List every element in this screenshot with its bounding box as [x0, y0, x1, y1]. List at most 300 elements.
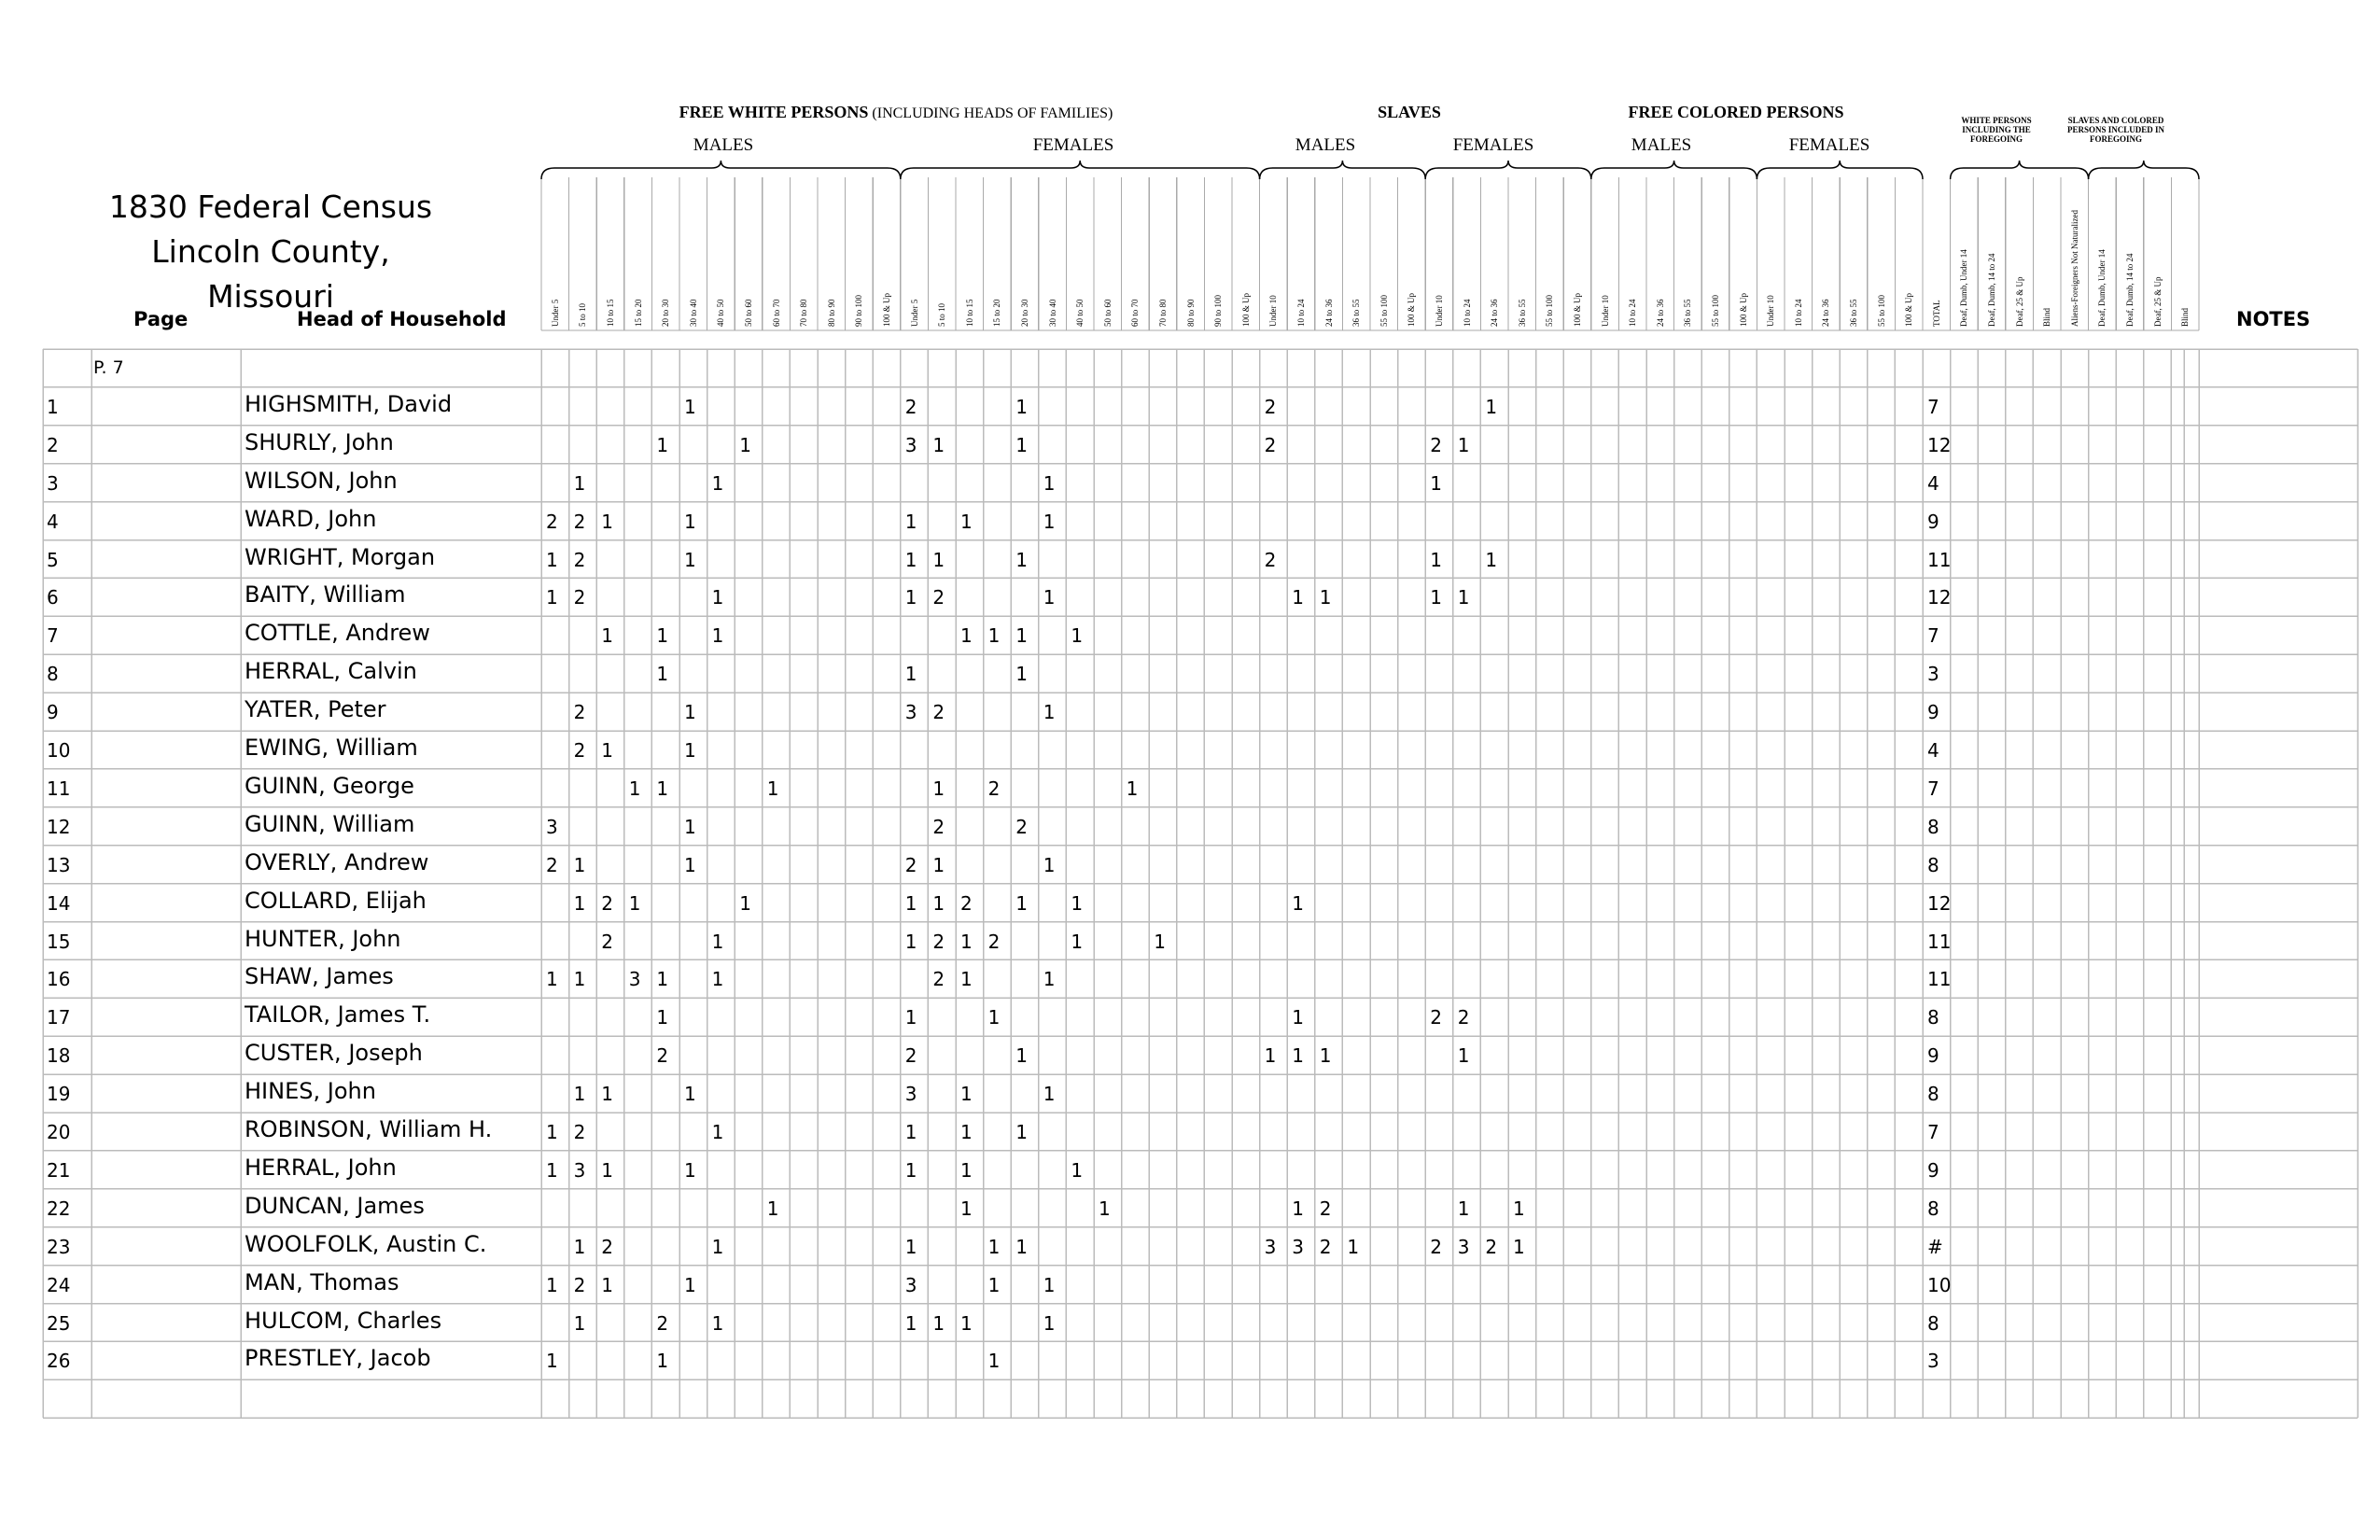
tally-cell: 1 [960, 1158, 973, 1182]
head-of-household-name: HERRAL, Calvin [245, 658, 417, 685]
row-number: 4 [47, 510, 59, 533]
title-line-1: 1830 Federal Census [108, 189, 433, 225]
tally-cell: 1 [656, 1006, 669, 1029]
head-of-household-name: HERRAL, John [245, 1154, 397, 1181]
head-of-household-name: HULCOM, Charles [245, 1307, 442, 1334]
total-cell: 12 [1927, 433, 1952, 456]
colored-females-header: FEMALES [1788, 135, 1870, 155]
tally-cell: 1 [904, 1158, 917, 1182]
white-male-col-label: 90 to 100 [854, 294, 864, 327]
total-cell: 12 [1927, 891, 1952, 915]
other-age-col-label: 55 to 100 [1379, 294, 1389, 327]
total-cell: 10 [1927, 1273, 1952, 1296]
tally-cell: 1 [987, 1273, 1001, 1296]
other-age-col-label: 36 to 55 [1849, 299, 1858, 327]
total-cell: 4 [1927, 471, 1939, 495]
tally-cell: 1 [1099, 1197, 1111, 1220]
white-male-col-label: Under 5 [550, 299, 560, 327]
tally-cell: 2 [546, 510, 558, 533]
other-age-col-label: 100 & Up [1407, 293, 1417, 327]
row-number: 14 [47, 891, 71, 915]
tally-cell: 1 [904, 548, 917, 571]
title-line-2: Lincoln County, Missouri [151, 233, 390, 315]
colored-infirm-col-label: Blind [2180, 307, 2191, 327]
tally-cell: 1 [573, 1311, 586, 1335]
tally-cell: 1 [601, 510, 613, 533]
white-female-col-label: 70 to 80 [1158, 299, 1168, 327]
white-male-col-label: 100 & Up [882, 293, 891, 327]
tally-cell: 1 [1071, 930, 1084, 953]
colored-males-header: MALES [1631, 135, 1692, 155]
head-of-household-name: COTTLE, Andrew [245, 620, 430, 647]
row-number: 22 [47, 1197, 71, 1220]
white-male-col-label: 10 to 15 [606, 299, 615, 327]
row-number: 10 [47, 739, 71, 762]
tally-cell: 1 [1513, 1235, 1525, 1258]
tally-cell: 2 [932, 968, 945, 991]
tally-cell: 1 [573, 1083, 586, 1106]
head-of-household-name: MAN, Thomas [245, 1268, 399, 1295]
other-age-col-label: 24 to 36 [1490, 299, 1500, 327]
tally-cell: 1 [573, 853, 586, 876]
tally-cell: 1 [711, 1235, 724, 1258]
tally-cell: 1 [684, 1083, 696, 1106]
tally-cell: 1 [932, 777, 945, 800]
tally-cell: 1 [711, 1121, 724, 1143]
tally-cell: 1 [1043, 968, 1056, 991]
tally-cell: 1 [1430, 471, 1442, 495]
tally-cell: 2 [1264, 433, 1277, 456]
tally-cell: 2 [601, 1235, 613, 1258]
row-number: 26 [47, 1350, 71, 1373]
white-infirm-col-label: Blind [2042, 307, 2052, 327]
page-reference: P. 7 [93, 357, 124, 378]
head-of-household-name: DUNCAN, James [245, 1192, 425, 1219]
total-cell: 8 [1927, 1083, 1939, 1106]
tally-cell: 2 [1430, 433, 1442, 456]
tally-cell: 1 [960, 624, 973, 648]
tally-cell: 1 [1457, 586, 1470, 609]
head-of-household-name: HIGHSMITH, David [245, 390, 453, 417]
total-cell: 11 [1927, 968, 1952, 991]
tally-cell: 2 [656, 1311, 669, 1335]
tally-cell: 1 [904, 663, 917, 686]
tally-cell: 1 [601, 1273, 613, 1296]
tally-cell: 1 [1043, 471, 1056, 495]
tally-cell: 3 [904, 701, 917, 724]
tally-cell: 2 [932, 930, 945, 953]
tally-cell: 1 [1513, 1197, 1525, 1220]
tally-cell: 1 [628, 891, 641, 915]
tally-cell: 1 [1015, 433, 1028, 456]
tally-cell: 1 [904, 586, 917, 609]
tally-cell: 1 [1319, 1044, 1332, 1068]
row-number: 8 [47, 663, 59, 686]
tally-cell: 1 [960, 968, 973, 991]
tally-cell: 2 [573, 548, 586, 571]
head-of-household-name: GUINN, William [245, 810, 415, 837]
white-infirm-header: WHITE PERSONS INCLUDING THE FOREGOING [1961, 116, 2032, 144]
tally-cell: 1 [546, 1121, 558, 1143]
total-cell: # [1927, 1235, 1943, 1258]
tally-cell: 1 [1071, 891, 1084, 915]
tally-cell: 1 [601, 1083, 613, 1106]
tally-cell: 1 [904, 1121, 917, 1143]
total-cell: 9 [1927, 1158, 1939, 1182]
other-age-col-label: Under 10 [1435, 295, 1444, 327]
row-number: 19 [47, 1083, 71, 1106]
tally-cell: 1 [711, 586, 724, 609]
tally-cell: 2 [546, 853, 558, 876]
tally-cell: 1 [684, 815, 696, 838]
white-female-col-label: 90 to 100 [1213, 294, 1224, 327]
tally-cell: 2 [1319, 1235, 1332, 1258]
tally-cell: 1 [573, 891, 586, 915]
colored-infirm-header: SLAVES AND COLORED PERSONS INCLUDED IN FOREGOING [2066, 116, 2165, 144]
tally-cell: 1 [987, 624, 1001, 648]
tally-cell: 3 [1457, 1235, 1470, 1258]
tally-cell: 1 [904, 1311, 917, 1335]
free-white-bold: FREE WHITE PERSONS [679, 103, 869, 121]
tally-cell: 2 [1485, 1235, 1498, 1258]
tally-cell: 1 [1043, 1083, 1056, 1106]
other-age-col-label: Under 10 [1766, 295, 1776, 327]
tally-cell: 1 [601, 739, 613, 762]
tally-cell: 1 [1043, 853, 1056, 876]
head-of-household-name: EWING, William [245, 735, 418, 761]
head-of-household-name: GUINN, George [245, 772, 414, 799]
tally-cell: 3 [573, 1158, 586, 1182]
tally-cell: 1 [1126, 777, 1139, 800]
tally-cell: 2 [1264, 548, 1277, 571]
tally-cell: 2 [573, 1273, 586, 1296]
total-cell: 8 [1927, 1311, 1939, 1335]
tally-cell: 2 [932, 815, 945, 838]
tally-cell: 1 [1015, 1121, 1028, 1143]
total-cell: 9 [1927, 701, 1939, 724]
tally-cell: 1 [684, 701, 696, 724]
tally-cell: 1 [987, 1006, 1001, 1029]
tally-cell: 1 [573, 471, 586, 495]
row-number: 17 [47, 1006, 71, 1029]
other-age-col-label: Under 10 [1600, 295, 1610, 327]
tally-cell: 1 [1015, 1235, 1028, 1258]
tally-cell: 1 [684, 510, 696, 533]
other-age-col-label: 24 to 36 [1655, 299, 1665, 327]
other-age-col-label: 100 & Up [1904, 293, 1914, 327]
tally-cell: 3 [904, 1083, 917, 1106]
tally-cell: 1 [656, 624, 669, 648]
tally-cell: 1 [1319, 586, 1332, 609]
other-age-col-label: 36 to 55 [1351, 299, 1362, 327]
other-age-col-label: 24 to 36 [1323, 299, 1334, 327]
tally-cell: 1 [656, 663, 669, 686]
total-cell: 7 [1927, 624, 1939, 648]
other-age-col-label: 10 to 24 [1793, 299, 1803, 327]
total-cell: 3 [1927, 663, 1939, 686]
white-infirm-col-label: Aliens-Foreigners Not Naturalized [2069, 210, 2079, 327]
tally-cell: 1 [1457, 433, 1470, 456]
total-cell: 8 [1927, 815, 1939, 838]
tally-cell: 2 [1430, 1235, 1442, 1258]
tally-cell: 1 [711, 968, 724, 991]
free-white-normal: (INCLUDING HEADS OF FAMILIES) [868, 105, 1113, 121]
tally-cell: 1 [684, 1273, 696, 1296]
white-male-col-label: 70 to 80 [799, 299, 809, 327]
total-cell: 3 [1927, 1350, 1939, 1373]
tally-cell: 1 [904, 510, 917, 533]
tally-cell: 2 [960, 891, 973, 915]
white-female-col-label: 20 to 30 [1020, 299, 1029, 327]
tally-cell: 1 [1015, 663, 1028, 686]
tally-cell: 3 [546, 815, 558, 838]
row-number: 18 [47, 1044, 71, 1068]
tally-cell: 1 [1457, 1044, 1470, 1068]
tally-cell: 2 [573, 739, 586, 762]
tally-cell: 2 [573, 586, 586, 609]
white-female-col-label: Under 5 [909, 299, 919, 327]
head-of-household-name: ROBINSON, William H. [245, 1116, 493, 1142]
row-number: 24 [47, 1273, 71, 1296]
total-cell: 11 [1927, 548, 1952, 571]
other-age-col-label: 36 to 55 [1517, 299, 1527, 327]
tally-cell: 3 [1292, 1235, 1304, 1258]
white-female-col-label: 100 & Up [1240, 293, 1251, 327]
head-of-household-name: COLLARD, Elijah [245, 887, 427, 914]
tally-cell: 1 [1043, 1311, 1056, 1335]
tally-cell: 1 [1292, 586, 1304, 609]
total-cell: 9 [1927, 1044, 1939, 1068]
tally-cell: 1 [684, 853, 696, 876]
white-female-col-label: 80 to 90 [1185, 299, 1196, 327]
tally-cell: 1 [573, 968, 586, 991]
white-male-col-label: 15 to 20 [633, 299, 643, 327]
other-age-col-label: 36 to 55 [1683, 299, 1693, 327]
white-female-col-label: 10 to 15 [964, 299, 974, 327]
tally-cell: 2 [904, 1044, 917, 1068]
tally-cell: 1 [904, 891, 917, 915]
other-age-col-label: 55 to 100 [1876, 294, 1886, 327]
white-males-header: MALES [693, 135, 754, 155]
total-cell: 7 [1927, 1121, 1939, 1143]
head-of-household-label: Head of Household [297, 308, 507, 330]
total-cell: 8 [1927, 853, 1939, 876]
tally-cell: 1 [1485, 548, 1498, 571]
tally-cell: 2 [904, 853, 917, 876]
total-cell: 12 [1927, 586, 1952, 609]
total-cell: 8 [1927, 1006, 1939, 1029]
tally-cell: 1 [987, 1235, 1001, 1258]
other-age-col-label: 100 & Up [1573, 293, 1582, 327]
head-of-household-name: HUNTER, John [245, 925, 401, 952]
head-of-household-name: WILSON, John [245, 467, 398, 494]
tally-cell: 1 [628, 777, 641, 800]
tally-cell: 1 [960, 930, 973, 953]
white-female-col-label: 60 to 70 [1130, 299, 1141, 327]
other-age-col-label: 10 to 24 [1462, 299, 1472, 327]
tally-cell: 1 [1043, 510, 1056, 533]
tally-cell: 1 [546, 1350, 558, 1373]
total-col-label: TOTAL [1931, 300, 1941, 327]
tally-cell: 1 [684, 548, 696, 571]
head-of-household-name: SHAW, James [245, 963, 394, 990]
colored-infirm-col-label: Deaf, Dumb, 14 to 24 [2125, 253, 2135, 327]
slave-females-header: FEMALES [1452, 135, 1534, 155]
tally-cell: 2 [987, 777, 1001, 800]
tally-cell: 3 [904, 1273, 917, 1296]
row-number: 20 [47, 1121, 71, 1143]
tally-cell: 2 [573, 1121, 586, 1143]
tally-cell: 2 [573, 510, 586, 533]
tally-cell: 1 [766, 1197, 779, 1220]
tally-cell: 1 [711, 624, 724, 648]
tally-cell: 1 [739, 433, 751, 456]
head-of-household-name: BAITY, William [245, 581, 406, 609]
white-male-col-label: 80 to 90 [826, 299, 836, 327]
page-column-label: Page [133, 308, 189, 330]
tally-cell: 1 [573, 1235, 586, 1258]
tally-cell: 1 [1154, 930, 1166, 953]
tally-cell: 1 [904, 1006, 917, 1029]
tally-cell: 3 [628, 968, 641, 991]
tally-cell: 3 [1264, 1235, 1277, 1258]
head-of-household-name: YATER, Peter [245, 696, 386, 723]
row-number: 13 [47, 853, 71, 876]
tally-cell: 1 [987, 1350, 1001, 1373]
white-female-col-label: 50 to 60 [1102, 299, 1113, 327]
head-of-household-name: WRIGHT, Morgan [245, 543, 436, 570]
tally-cell: 1 [1264, 1044, 1277, 1068]
tally-cell: 1 [601, 1158, 613, 1182]
white-male-col-label: 40 to 50 [716, 299, 726, 327]
colored-infirm-col-label: Deaf, 25 & Up [2152, 276, 2163, 327]
white-male-col-label: 20 to 30 [661, 299, 671, 327]
head-of-household-name: PRESTLEY, Jacob [245, 1345, 431, 1372]
row-number: 21 [47, 1158, 71, 1182]
white-female-col-label: 40 to 50 [1075, 299, 1085, 327]
tally-cell: 1 [546, 1273, 558, 1296]
other-age-col-label: 10 to 24 [1296, 299, 1306, 327]
colored-infirm-col-label: Deaf, Dumb, Under 14 [2097, 249, 2107, 327]
row-number: 16 [47, 968, 71, 991]
slaves-header: SLAVES [1378, 103, 1441, 121]
row-number: 15 [47, 930, 71, 953]
tally-cell: 1 [1015, 395, 1028, 418]
white-male-col-label: 60 to 70 [771, 299, 781, 327]
tally-cell: 1 [960, 1311, 973, 1335]
white-females-header: FEMALES [1032, 135, 1114, 155]
tally-cell: 1 [932, 853, 945, 876]
tally-cell: 1 [1430, 548, 1442, 571]
tally-cell: 1 [904, 1235, 917, 1258]
tally-cell: 3 [904, 433, 917, 456]
tally-cell: 1 [932, 433, 945, 456]
tally-cell: 2 [987, 930, 1001, 953]
tally-cell: 1 [711, 471, 724, 495]
tally-cell: 2 [932, 586, 945, 609]
head-of-household-name: HINES, John [245, 1078, 376, 1105]
tally-cell: 2 [573, 701, 586, 724]
total-cell: 7 [1927, 395, 1939, 418]
head-of-household-name: SHURLY, John [245, 428, 394, 455]
tally-cell: 1 [932, 548, 945, 571]
row-number: 6 [47, 586, 59, 609]
notes-label: NOTES [2236, 308, 2311, 330]
white-infirm-col-label: Deaf, Dumb, 14 to 24 [1987, 253, 1996, 327]
white-female-col-label: 30 to 40 [1047, 299, 1057, 327]
row-number: 23 [47, 1235, 71, 1258]
tally-cell: 1 [1292, 1044, 1304, 1068]
tally-cell: 1 [684, 739, 696, 762]
row-number: 9 [47, 701, 59, 724]
row-number: 25 [47, 1311, 71, 1335]
tally-cell: 1 [1347, 1235, 1360, 1258]
tally-cell: 1 [1015, 548, 1028, 571]
tally-cell: 1 [1071, 1158, 1084, 1182]
row-number: 11 [47, 777, 71, 800]
tally-cell: 1 [656, 968, 669, 991]
row-number: 2 [47, 433, 59, 456]
tally-cell: 1 [656, 433, 669, 456]
tally-cell: 1 [1292, 891, 1304, 915]
tally-cell: 1 [684, 395, 696, 418]
row-number: 5 [47, 548, 59, 571]
tally-cell: 1 [960, 1083, 973, 1106]
free-colored-header: FREE COLORED PERSONS [1628, 103, 1844, 121]
other-age-col-label: 100 & Up [1738, 293, 1748, 327]
tally-cell: 2 [932, 701, 945, 724]
white-infirm-col-label: Deaf, Dumb, Under 14 [1959, 249, 1969, 327]
head-of-household-name: WOOLFOLK, Austin C. [245, 1230, 487, 1257]
head-of-household-name: CUSTER, Joseph [245, 1040, 423, 1067]
tally-cell: 1 [932, 1311, 945, 1335]
tally-cell: 1 [546, 586, 558, 609]
tally-cell: 1 [1292, 1197, 1304, 1220]
tally-cell: 2 [1319, 1197, 1332, 1220]
white-infirm-col-label: Deaf, 25 & Up [2014, 276, 2024, 327]
tally-cell: 1 [656, 1350, 669, 1373]
row-number: 7 [47, 624, 59, 648]
tally-cell: 1 [1015, 624, 1028, 648]
tally-cell: 2 [1457, 1006, 1470, 1029]
white-male-col-label: 30 to 40 [688, 299, 698, 327]
tally-cell: 1 [904, 930, 917, 953]
tally-cell: 2 [1430, 1006, 1442, 1029]
slave-males-header: MALES [1295, 135, 1356, 155]
other-age-col-label: 55 to 100 [1711, 294, 1720, 327]
tally-cell: 1 [739, 891, 751, 915]
head-of-household-name: OVERLY, Andrew [245, 848, 429, 875]
tally-cell: 2 [601, 891, 613, 915]
tally-cell: 1 [1015, 1044, 1028, 1068]
tally-cell: 2 [656, 1044, 669, 1068]
tally-cell: 1 [546, 968, 558, 991]
tally-cell: 1 [1043, 701, 1056, 724]
tally-cell: 1 [684, 1158, 696, 1182]
tally-cell: 1 [1292, 1006, 1304, 1029]
other-age-col-label: 10 to 24 [1628, 299, 1638, 327]
head-of-household-name: WARD, John [245, 505, 377, 532]
tally-cell: 1 [960, 1121, 973, 1143]
tally-cell: 1 [1457, 1197, 1470, 1220]
head-of-household-name: TAILOR, James T. [245, 1001, 431, 1029]
tally-cell: 1 [766, 777, 779, 800]
tally-cell: 1 [711, 930, 724, 953]
white-female-col-label: 15 to 20 [992, 299, 1002, 327]
tally-cell: 1 [932, 891, 945, 915]
tally-cell: 1 [656, 777, 669, 800]
row-number: 12 [47, 815, 71, 838]
